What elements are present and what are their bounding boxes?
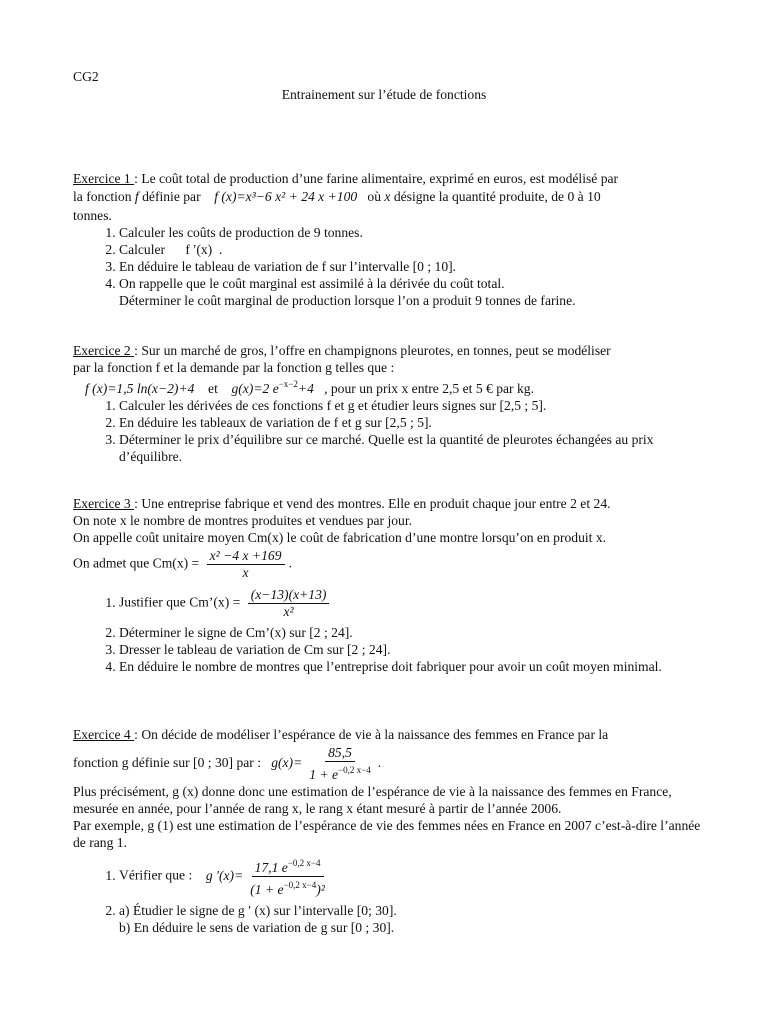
exercise-4-paragraph-1: Plus précisément, g (x) donne donc une estimation de l’espérance de vie à la naissance des femmes en France, mesurée en année, pour l’année de rang x, le rang x étant mesuré à partir de l’année 2006. [73,784,672,816]
header [73,68,713,85]
g-fraction: $\frac{85,5}{1 + e^{-0,2 x-4}}$ [309,745,371,782]
exercise-1 [73,170,713,309]
question-1-3: 3. En déduire le tableau de variation de f sur l’intervalle [0 ; 10]. [119,258,713,275]
formula-f: f (x)=x³−6 x² + 24 x +100 [214,189,358,204]
exercise-1-intro: Exercice 1 : Le coût total de production d’une farine alimentaire, exprimé en euros, est modélisé par [73,171,619,186]
exercise-3 [73,495,713,675]
class-code: CG2 [73,69,99,84]
question-3-4: 4. En déduire le nombre de montres que l’entreprise doit fabriquer pour avoir un coût moyen minimal. [119,658,713,675]
exercise-2-title: Exercice 2 [73,343,135,358]
question-2-1: 1. Calculer les dérivées de ces fonctions f et g et étudier leurs signes sur [2,5 ; 5]. [119,397,713,414]
question-3-1: 1. Justifier que Cm’(x) = $\frac{(x-13)(x+13)}{\text{x²}}$ [119,587,713,620]
exercise-3-intro-line3: On appelle coût unitaire moyen Cm(x) le coût de fabrication d’une montre lorsqu’on en produit x. [73,530,607,545]
cm-derivative-fraction: $\frac{(x-13)(x+13)}{\text{x²}}$ [248,587,330,620]
page-title: Entrainement sur l’étude de fonctions [281,87,487,102]
exercise-4 [73,726,713,936]
exercise-4-title: Exercice 4 [73,727,135,742]
exercise-2-intro: Exercice 2 : Sur un marché de gros, l’offre en champignons pleurotes, en tonnes, peut se modéliser [73,343,611,358]
g-derivative-fraction: $\frac{17,1 e^{-0,2 x-4}}{(1 + e^{-0,2 x-4})^2}$ [247,855,328,898]
exercise-2-intro-line2: par la fonction f et la demande par la fonction g telles que : [73,360,395,375]
formula-g: g(x)=2 $e^{-x-2}+4$ [231,379,314,396]
question-3-2: 2. Déterminer le signe de Cm’(x) sur [2 ; 24]. [119,624,713,641]
exercise-1-title: Exercice 1 [73,171,135,186]
question-4-2: 2. a) Étudier le signe de g ′ (x) sur l’intervalle [0; 30]. b) En déduire le sens de variation de g sur [0 ; 30]. [119,902,713,936]
exercise-1-intro-line3: tonnes. [73,208,112,223]
question-2-3: 3. Déterminer le prix d’équilibre sur ce marché. Quelle est la quantité de pleurotes échangées au prix d’équilibre. [119,431,713,465]
exercise-4-questions [73,855,713,936]
question-2-2: 2. En déduire les tableaux de variation de f et g sur [2,5 ; 5]. [119,414,713,431]
exercise-3-intro-line2: On note x le nombre de montres produites et vendues par jour. [73,513,413,528]
exercise-4-paragraph-2: Par exemple, g (1) est une estimation de l’espérance de vie des femmes nées en France en 2007 c’est-à-dire l’année de rang 1. [73,818,701,850]
exercise-2 [73,342,713,465]
exercise-3-intro: Exercice 3 : Une entreprise fabrique et vend des montres. Elle en produit chaque jour entre 2 et 24. [73,496,611,511]
cm-fraction: $\frac{\text{x² −4 x +169}}{x}$ [207,548,285,581]
exercise-2-formulas: f (x)=1,5 ln(x−2)+4 et g(x)=2 $e^{-x-2}+4$ , pour un prix x entre 2,5 et 5 € par kg. [73,376,713,397]
exercise-1-questions [73,224,713,309]
exercise-3-title: Exercice 3 [73,496,135,511]
exercise-3-cm-definition: On admet que Cm(x) = $\frac{\text{x² −4 x +169}}{x}$ . [73,548,292,580]
exercise-1-intro-line2: la fonction f définie par f (x)=x³−6 x² + 24 x +100 où x désigne la quantité produite, de 0 à 10 [73,187,713,207]
question-1-1: 1. Calculer les coûts de production de 9 tonnes. [119,224,713,241]
formula-f: f (x)=1,5 ln(x−2)+4 [85,381,195,396]
exercise-3-questions [73,587,713,675]
exercise-4-definition: fonction g définie sur [0 ; 30] par : g(x)= $\frac{85,5}{1 + e^{-0,2 x-4}}$ . [73,745,382,782]
page-title-wrap [0,86,768,103]
exercise-4-intro: Exercice 4 : On décide de modéliser l’espérance de vie à la naissance des femmes en France par la [73,727,609,742]
question-4-1: 1. Vérifier que : g ′(x)= $\frac{17,1 e^{-0,2 x-4}}{(1 + e^{-0,2 x-4})^2}$ [119,855,713,898]
question-3-3: 3. Dresser le tableau de variation de Cm sur [2 ; 24]. [119,641,713,658]
exercise-2-questions [73,397,713,465]
question-1-4: 4. On rappelle que le coût marginal est assimilé à la dérivée du coût total. Déterminer le coût marginal de production lorsque l’on a produit 9 tonnes de farine. [119,275,713,309]
question-1-2: 2. Calculer f ′(x) . [119,241,713,258]
